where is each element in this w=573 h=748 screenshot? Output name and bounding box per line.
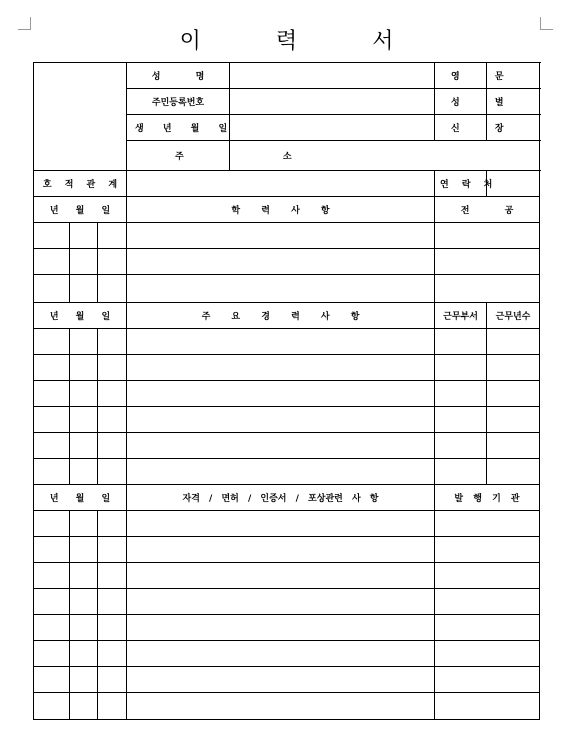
year-cell[interactable]	[34, 355, 70, 381]
education-content-cell[interactable]	[127, 249, 435, 275]
birth-field[interactable]	[230, 115, 435, 141]
day-cell[interactable]	[98, 275, 127, 303]
issuer-header: 발 행 기 관	[435, 485, 540, 511]
career-row	[34, 433, 540, 459]
dept-cell[interactable]	[435, 459, 487, 485]
month-cell[interactable]	[70, 537, 98, 563]
qualification-row	[34, 641, 540, 667]
qualification-row	[34, 563, 540, 589]
qualification-content-cell[interactable]	[127, 667, 435, 693]
rrn-label: 주민등록번호	[127, 89, 230, 115]
issuer-cell[interactable]	[435, 667, 540, 693]
month-cell[interactable]	[70, 589, 98, 615]
year-cell[interactable]	[34, 615, 70, 641]
month-cell[interactable]	[70, 563, 98, 589]
month-cell[interactable]	[70, 459, 98, 485]
month-cell[interactable]	[70, 329, 98, 355]
issuer-cell[interactable]	[435, 589, 540, 615]
years-cell[interactable]	[487, 459, 540, 485]
month-cell[interactable]	[70, 355, 98, 381]
major-cell[interactable]	[435, 275, 540, 303]
career-content-cell[interactable]	[127, 433, 435, 459]
dept-cell[interactable]	[435, 407, 487, 433]
day-cell[interactable]	[98, 381, 127, 407]
year-cell[interactable]	[34, 433, 70, 459]
day-cell[interactable]	[98, 355, 127, 381]
career-date-header: 년 월 일	[34, 303, 127, 329]
height-label: 신 장	[435, 115, 487, 141]
education-content-cell[interactable]	[127, 275, 435, 303]
year-cell[interactable]	[34, 223, 70, 249]
career-row	[34, 381, 540, 407]
year-cell[interactable]	[34, 563, 70, 589]
qualification-row	[34, 511, 540, 537]
month-cell[interactable]	[70, 381, 98, 407]
photo-area[interactable]	[34, 63, 127, 171]
dept-cell[interactable]	[435, 381, 487, 407]
issuer-cell[interactable]	[435, 537, 540, 563]
name-field[interactable]	[230, 63, 435, 89]
education-date-header: 년 월 일	[34, 197, 127, 223]
qualification-content-cell[interactable]	[127, 537, 435, 563]
education-header: 학 력 사 항	[127, 197, 435, 223]
day-cell[interactable]	[98, 589, 127, 615]
year-cell[interactable]	[34, 459, 70, 485]
years-cell[interactable]	[487, 433, 540, 459]
years-cell[interactable]	[487, 329, 540, 355]
month-cell[interactable]	[70, 693, 98, 720]
years-cell[interactable]	[487, 407, 540, 433]
month-cell[interactable]	[70, 433, 98, 459]
year-cell[interactable]	[34, 249, 70, 275]
year-cell[interactable]	[34, 511, 70, 537]
qualification-content-cell[interactable]	[127, 615, 435, 641]
career-row	[34, 329, 540, 355]
qualification-content-cell[interactable]	[127, 563, 435, 589]
years-cell[interactable]	[487, 355, 540, 381]
career-row	[34, 355, 540, 381]
qualification-header: 자격 / 면허 / 인증서 / 포상관련 사 항	[127, 485, 435, 511]
qualification-content-cell[interactable]	[127, 511, 435, 537]
day-cell[interactable]	[98, 433, 127, 459]
month-cell[interactable]	[70, 223, 98, 249]
qualification-row	[34, 589, 540, 615]
major-cell[interactable]	[435, 249, 540, 275]
day-cell[interactable]	[98, 249, 127, 275]
issuer-cell[interactable]	[435, 693, 540, 720]
qualification-date-header: 년 월 일	[34, 485, 127, 511]
years-header: 근무년수	[487, 303, 540, 329]
major-cell[interactable]	[435, 223, 540, 249]
qualification-content-cell[interactable]	[127, 641, 435, 667]
career-content-cell[interactable]	[127, 355, 435, 381]
year-cell[interactable]	[34, 381, 70, 407]
dept-cell[interactable]	[435, 329, 487, 355]
year-cell[interactable]	[34, 407, 70, 433]
education-content-cell[interactable]	[127, 223, 435, 249]
english-name-label: 영 문	[435, 63, 487, 89]
qualification-content-cell[interactable]	[127, 693, 435, 720]
address-label: 주 소	[127, 141, 230, 171]
day-cell[interactable]	[98, 459, 127, 485]
qualification-row	[34, 693, 540, 720]
dept-header: 근무부서	[435, 303, 487, 329]
career-content-cell[interactable]	[127, 329, 435, 355]
month-cell[interactable]	[70, 615, 98, 641]
month-cell[interactable]	[70, 511, 98, 537]
family-label: 호 적 관 계	[34, 171, 127, 197]
career-row	[34, 407, 540, 433]
years-cell[interactable]	[487, 381, 540, 407]
qualification-row	[34, 537, 540, 563]
major-header: 전 공	[435, 197, 540, 223]
family-field[interactable]	[127, 171, 435, 197]
qualification-row	[34, 667, 540, 693]
day-cell[interactable]	[98, 693, 127, 720]
rrn-field[interactable]	[230, 89, 435, 115]
contact-label: 연 락 처	[435, 171, 487, 197]
month-cell[interactable]	[70, 249, 98, 275]
gender-label: 성 별	[435, 89, 487, 115]
career-content-cell[interactable]	[127, 459, 435, 485]
resume-form-table	[33, 62, 540, 720]
day-cell[interactable]	[98, 537, 127, 563]
year-cell[interactable]	[34, 275, 70, 303]
year-cell[interactable]	[34, 537, 70, 563]
month-cell[interactable]	[70, 407, 98, 433]
day-cell[interactable]	[98, 329, 127, 355]
day-cell[interactable]	[98, 511, 127, 537]
dept-cell[interactable]	[435, 355, 487, 381]
qualification-row	[34, 615, 540, 641]
year-cell[interactable]	[34, 667, 70, 693]
career-header: 주 요 경 력 사 항	[127, 303, 435, 329]
day-cell[interactable]	[98, 641, 127, 667]
year-cell[interactable]	[34, 329, 70, 355]
education-row	[34, 249, 540, 275]
day-cell[interactable]	[98, 407, 127, 433]
career-content-cell[interactable]	[127, 407, 435, 433]
issuer-cell[interactable]	[435, 563, 540, 589]
career-content-cell[interactable]	[127, 381, 435, 407]
month-cell[interactable]	[70, 641, 98, 667]
qualification-content-cell[interactable]	[127, 589, 435, 615]
career-row	[34, 459, 540, 485]
name-label: 성 명	[127, 63, 230, 89]
education-row	[34, 275, 540, 303]
month-cell[interactable]	[70, 275, 98, 303]
document-title: 이 력 서	[179, 29, 428, 54]
day-cell[interactable]	[98, 563, 127, 589]
issuer-cell[interactable]	[435, 641, 540, 667]
year-cell[interactable]	[34, 641, 70, 667]
day-cell[interactable]	[98, 615, 127, 641]
birth-label: 생 년 월 일	[127, 115, 230, 141]
issuer-cell[interactable]	[435, 615, 540, 641]
dept-cell[interactable]	[435, 433, 487, 459]
year-cell[interactable]	[34, 693, 70, 720]
day-cell[interactable]	[98, 667, 127, 693]
day-cell[interactable]	[98, 223, 127, 249]
issuer-cell[interactable]	[435, 511, 540, 537]
month-cell[interactable]	[70, 667, 98, 693]
education-row	[34, 223, 540, 249]
year-cell[interactable]	[34, 589, 70, 615]
